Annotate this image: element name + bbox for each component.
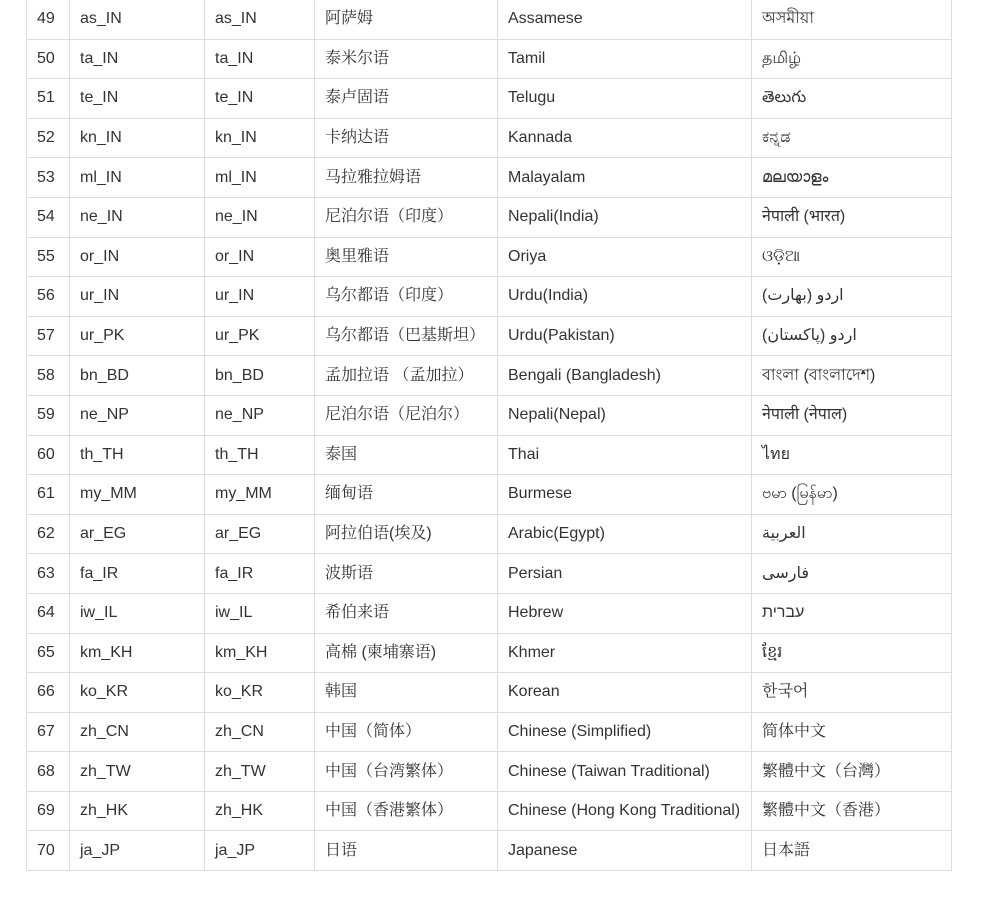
english-name: Tamil <box>498 39 752 79</box>
chinese-name: 缅甸语 <box>315 475 498 515</box>
row-number: 57 <box>27 316 70 356</box>
row-number: 67 <box>27 712 70 752</box>
language-table-container <box>26 0 952 871</box>
table-row <box>27 475 952 515</box>
english-name: Arabic(Egypt) <box>498 514 752 554</box>
chinese-name: 泰卢固语 <box>315 79 498 119</box>
english-name: Burmese <box>498 475 752 515</box>
locale-code: iw_IL <box>70 593 205 633</box>
row-number: 62 <box>27 514 70 554</box>
language-code: th_TH <box>205 435 315 475</box>
table-row <box>27 554 952 594</box>
table-row <box>27 831 952 871</box>
table-row <box>27 633 952 673</box>
chinese-name: 阿萨姆 <box>315 0 498 39</box>
chinese-name: 阿拉伯语(埃及) <box>315 514 498 554</box>
chinese-name: 奥里雅语 <box>315 237 498 277</box>
table-row <box>27 712 952 752</box>
row-number: 60 <box>27 435 70 475</box>
locale-code: te_IN <box>70 79 205 119</box>
chinese-name: 韩国 <box>315 673 498 713</box>
language-code: ta_IN <box>205 39 315 79</box>
native-name: 日本語 <box>752 831 952 871</box>
native-name: עברית <box>752 593 952 633</box>
language-code: ml_IN <box>205 158 315 198</box>
locale-code: ne_NP <box>70 395 205 435</box>
language-code: ne_IN <box>205 197 315 237</box>
native-name: 繁體中文（香港） <box>752 791 952 831</box>
language-code: ko_KR <box>205 673 315 713</box>
native-name: فارسی <box>752 554 952 594</box>
locale-code: ur_PK <box>70 316 205 356</box>
chinese-name: 孟加拉语 （孟加拉） <box>315 356 498 396</box>
language-code: my_MM <box>205 475 315 515</box>
language-code: fa_IR <box>205 554 315 594</box>
table-row <box>27 514 952 554</box>
native-name: తెలుగు <box>752 79 952 119</box>
chinese-name: 泰米尔语 <box>315 39 498 79</box>
row-number: 54 <box>27 197 70 237</box>
locale-code: bn_BD <box>70 356 205 396</box>
table-row <box>27 118 952 158</box>
row-number: 50 <box>27 39 70 79</box>
row-number: 58 <box>27 356 70 396</box>
language-code: zh_TW <box>205 752 315 792</box>
table-row <box>27 316 952 356</box>
chinese-name: 日语 <box>315 831 498 871</box>
table-row <box>27 158 952 198</box>
row-number: 61 <box>27 475 70 515</box>
row-number: 59 <box>27 395 70 435</box>
locale-code: my_MM <box>70 475 205 515</box>
english-name: Chinese (Taiwan Traditional) <box>498 752 752 792</box>
chinese-name: 中国（简体） <box>315 712 498 752</box>
english-name: Japanese <box>498 831 752 871</box>
chinese-name: 马拉雅拉姆语 <box>315 158 498 198</box>
native-name: नेपाली (भारत) <box>752 197 952 237</box>
native-name: ଓଡ଼ିଆ <box>752 237 952 277</box>
english-name: Chinese (Hong Kong Traditional) <box>498 791 752 831</box>
locale-code: ko_KR <box>70 673 205 713</box>
row-number: 66 <box>27 673 70 713</box>
native-name: नेपाली (नेपाल) <box>752 395 952 435</box>
table-row <box>27 277 952 317</box>
locale-code: ja_JP <box>70 831 205 871</box>
row-number: 53 <box>27 158 70 198</box>
language-code: ar_EG <box>205 514 315 554</box>
native-name: اردو (بھارت) <box>752 277 952 317</box>
row-number: 70 <box>27 831 70 871</box>
language-code: km_KH <box>205 633 315 673</box>
language-code: or_IN <box>205 237 315 277</box>
english-name: Thai <box>498 435 752 475</box>
table-row <box>27 197 952 237</box>
row-number: 51 <box>27 79 70 119</box>
language-code: kn_IN <box>205 118 315 158</box>
language-code: iw_IL <box>205 593 315 633</box>
locale-code: th_TH <box>70 435 205 475</box>
language-table <box>26 0 952 871</box>
language-code: as_IN <box>205 0 315 39</box>
table-row <box>27 0 952 39</box>
chinese-name: 波斯语 <box>315 554 498 594</box>
language-code: zh_HK <box>205 791 315 831</box>
native-name: অসমীয়া <box>752 0 952 39</box>
native-name: ಕನ್ನಡ <box>752 118 952 158</box>
chinese-name: 乌尔都语（巴基斯坦） <box>315 316 498 356</box>
table-row <box>27 39 952 79</box>
row-number: 64 <box>27 593 70 633</box>
table-row <box>27 356 952 396</box>
locale-code: ur_IN <box>70 277 205 317</box>
locale-code: ne_IN <box>70 197 205 237</box>
language-code: zh_CN <box>205 712 315 752</box>
locale-code: zh_TW <box>70 752 205 792</box>
native-name: മലയാളം <box>752 158 952 198</box>
english-name: Urdu(India) <box>498 277 752 317</box>
chinese-name: 泰国 <box>315 435 498 475</box>
language-code: ne_NP <box>205 395 315 435</box>
english-name: Oriya <box>498 237 752 277</box>
native-name: اردو (پاکستان) <box>752 316 952 356</box>
locale-code: kn_IN <box>70 118 205 158</box>
english-name: Urdu(Pakistan) <box>498 316 752 356</box>
english-name: Chinese (Simplified) <box>498 712 752 752</box>
table-row <box>27 79 952 119</box>
locale-code: as_IN <box>70 0 205 39</box>
english-name: Nepali(Nepal) <box>498 395 752 435</box>
locale-code: zh_HK <box>70 791 205 831</box>
row-number: 55 <box>27 237 70 277</box>
english-name: Khmer <box>498 633 752 673</box>
native-name: বাংলা (বাংলাদেশ) <box>752 356 952 396</box>
table-row <box>27 791 952 831</box>
chinese-name: 卡纳达语 <box>315 118 498 158</box>
chinese-name: 高棉 (柬埔寨语) <box>315 633 498 673</box>
english-name: Malayalam <box>498 158 752 198</box>
table-row <box>27 673 952 713</box>
native-name: ไทย <box>752 435 952 475</box>
chinese-name: 尼泊尔语（印度） <box>315 197 498 237</box>
native-name: العربية <box>752 514 952 554</box>
english-name: Persian <box>498 554 752 594</box>
english-name: Telugu <box>498 79 752 119</box>
english-name: Nepali(India) <box>498 197 752 237</box>
row-number: 49 <box>27 0 70 39</box>
native-name: 繁體中文（台灣） <box>752 752 952 792</box>
locale-code: ar_EG <box>70 514 205 554</box>
native-name: தமிழ் <box>752 39 952 79</box>
locale-code: ml_IN <box>70 158 205 198</box>
chinese-name: 中国（香港繁体） <box>315 791 498 831</box>
language-code: ur_IN <box>205 277 315 317</box>
table-row <box>27 752 952 792</box>
native-name: 한국어 <box>752 673 952 713</box>
english-name: Korean <box>498 673 752 713</box>
table-row <box>27 395 952 435</box>
chinese-name: 中国（台湾繁体） <box>315 752 498 792</box>
native-name: ខ្មែរ <box>752 633 952 673</box>
locale-code: fa_IR <box>70 554 205 594</box>
row-number: 63 <box>27 554 70 594</box>
row-number: 69 <box>27 791 70 831</box>
language-code: bn_BD <box>205 356 315 396</box>
english-name: Bengali (Bangladesh) <box>498 356 752 396</box>
table-row <box>27 435 952 475</box>
table-row <box>27 593 952 633</box>
row-number: 56 <box>27 277 70 317</box>
language-code: ja_JP <box>205 831 315 871</box>
native-name: 简体中文 <box>752 712 952 752</box>
chinese-name: 尼泊尔语（尼泊尔） <box>315 395 498 435</box>
locale-code: or_IN <box>70 237 205 277</box>
language-table-body <box>27 0 952 871</box>
locale-code: km_KH <box>70 633 205 673</box>
chinese-name: 希伯来语 <box>315 593 498 633</box>
english-name: Assamese <box>498 0 752 39</box>
row-number: 52 <box>27 118 70 158</box>
native-name: ဗမာ (မြန်မာ) <box>752 475 952 515</box>
english-name: Kannada <box>498 118 752 158</box>
locale-code: ta_IN <box>70 39 205 79</box>
english-name: Hebrew <box>498 593 752 633</box>
row-number: 65 <box>27 633 70 673</box>
locale-code: zh_CN <box>70 712 205 752</box>
table-row <box>27 237 952 277</box>
language-code: ur_PK <box>205 316 315 356</box>
chinese-name: 乌尔都语（印度） <box>315 277 498 317</box>
row-number: 68 <box>27 752 70 792</box>
language-code: te_IN <box>205 79 315 119</box>
